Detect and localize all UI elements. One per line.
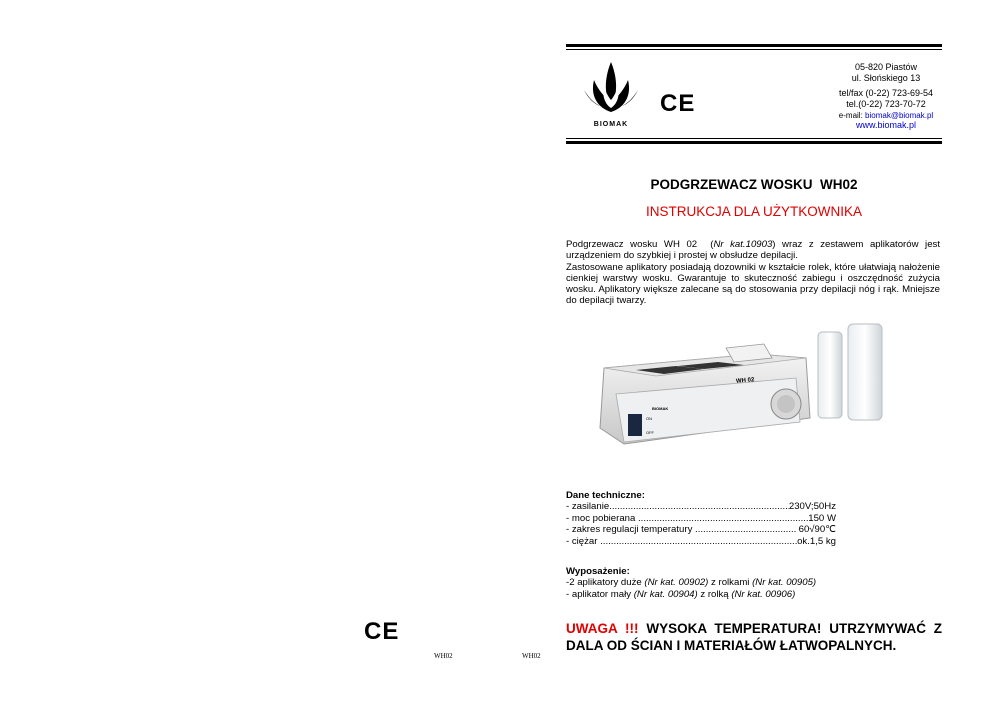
specs-section	[566, 490, 836, 547]
spec-value: 230V;50Hz	[788, 501, 836, 513]
address-telfax: tel/fax (0-22) 723-69-54	[838, 88, 934, 98]
equipment-catalog: (Nr kat. 00902)	[644, 577, 709, 589]
document-title: PODGRZEWACZ WOSKU WH02	[650, 177, 858, 192]
header-rule-bottom-thick	[566, 141, 942, 144]
header-rule-top-thick	[566, 44, 942, 47]
equipment-heading: Wyposażenie:	[566, 566, 630, 577]
spec-row	[566, 513, 836, 524]
header-rule-top-thin	[566, 49, 942, 50]
spec-row	[566, 501, 836, 512]
intro-text-c: Zastosowane aplikatory posiadają dozowniki w kształcie rolek, które ułatwiają nałożenie cienkiej warstwy wosku. Gwarantuje to skuteczność zabiegu i oszczędność zużycia wosku. Aplikatory większe zalecane są do stosowania przy depilacji nóg i rąk. Mniejsze do depilacji twarzy.	[566, 261, 940, 307]
email-label: e-mail:	[838, 111, 863, 120]
equipment-line	[566, 577, 942, 588]
equipment-line	[566, 589, 942, 600]
address-postal: 05-820 Piastów	[854, 62, 918, 72]
equipment-catalog: (Nr kat. 00905)	[752, 577, 817, 589]
ce-mark-back: CE	[364, 618, 400, 645]
document-subtitle: INSTRUKCJA DLA UŻYTKOWNIKA	[645, 204, 863, 219]
equipment-section	[566, 566, 942, 600]
equipment-item: z rolką	[697, 588, 732, 600]
website-link[interactable]: www.biomak.pl	[855, 120, 917, 130]
equipment-catalog: (Nr kat. 00904)	[633, 588, 698, 600]
spec-label: - moc pobierana	[566, 512, 638, 524]
footer-model-right: WH02	[522, 652, 541, 660]
switch-off-label: OFF	[646, 430, 654, 435]
spec-value: 60√90℃	[795, 524, 836, 536]
email-link[interactable]: biomak@biomak.pl	[865, 111, 934, 120]
address-tel: tel.(0-22) 723-70-72	[846, 99, 926, 109]
device-model-label: WH 02	[735, 377, 755, 385]
device-logo-label: BIOMAK	[652, 406, 669, 411]
intro-paragraph	[566, 239, 940, 307]
address-street: ul. Słońskiego 13	[851, 73, 921, 83]
warning-body: WYSOKA TEMPERATURA! UTRZYMYWAĆ Z DALA OD ŚCIAN I MATERIAŁÓW ŁATWOPALNYCH.	[566, 621, 946, 653]
biomak-logo	[578, 60, 644, 130]
equipment-item: -2 aplikatory duże	[566, 577, 645, 589]
spec-label: - zakres regulacji temperatury	[566, 524, 696, 536]
warning-prefix: UWAGA !!!	[566, 621, 639, 636]
footer-model-left: WH02	[434, 652, 453, 660]
spec-leader-dots	[609, 501, 789, 512]
equipment-catalog: (Nr kat. 00906)	[731, 588, 796, 600]
flame-leaf-icon	[578, 60, 644, 114]
intro-catalog-number: Nr kat.10903	[713, 239, 773, 250]
intro-text-b: ) wraz z zestawem aplikatorów jest urządzeniem do szybkiej i prostej w obsłudze depilacji.	[566, 239, 940, 262]
warning-text	[566, 620, 946, 654]
spec-label: - ciężar	[566, 535, 601, 547]
device-photo	[596, 318, 886, 448]
intro-text-a: Podgrzewacz wosku WH 02 (	[566, 239, 714, 250]
spec-row	[566, 524, 836, 535]
spec-leader-dots	[600, 536, 797, 547]
spec-leader-dots	[695, 524, 796, 535]
equipment-item: - aplikator mały	[566, 588, 634, 600]
equipment-item: z rolkami	[708, 577, 753, 589]
header-rule-bottom-thin	[566, 138, 942, 139]
brand-name: BIOMAK	[593, 121, 629, 128]
spec-row	[566, 536, 836, 547]
switch-on-label: ON	[646, 416, 652, 421]
ce-mark-header: CE	[660, 90, 696, 117]
spec-label: - zasilanie	[566, 501, 610, 513]
spec-value: ok.1,5 kg	[797, 535, 836, 547]
spec-leader-dots	[638, 513, 808, 524]
specs-heading: Dane techniczne:	[566, 490, 645, 501]
spec-value: 150 W	[808, 512, 836, 524]
